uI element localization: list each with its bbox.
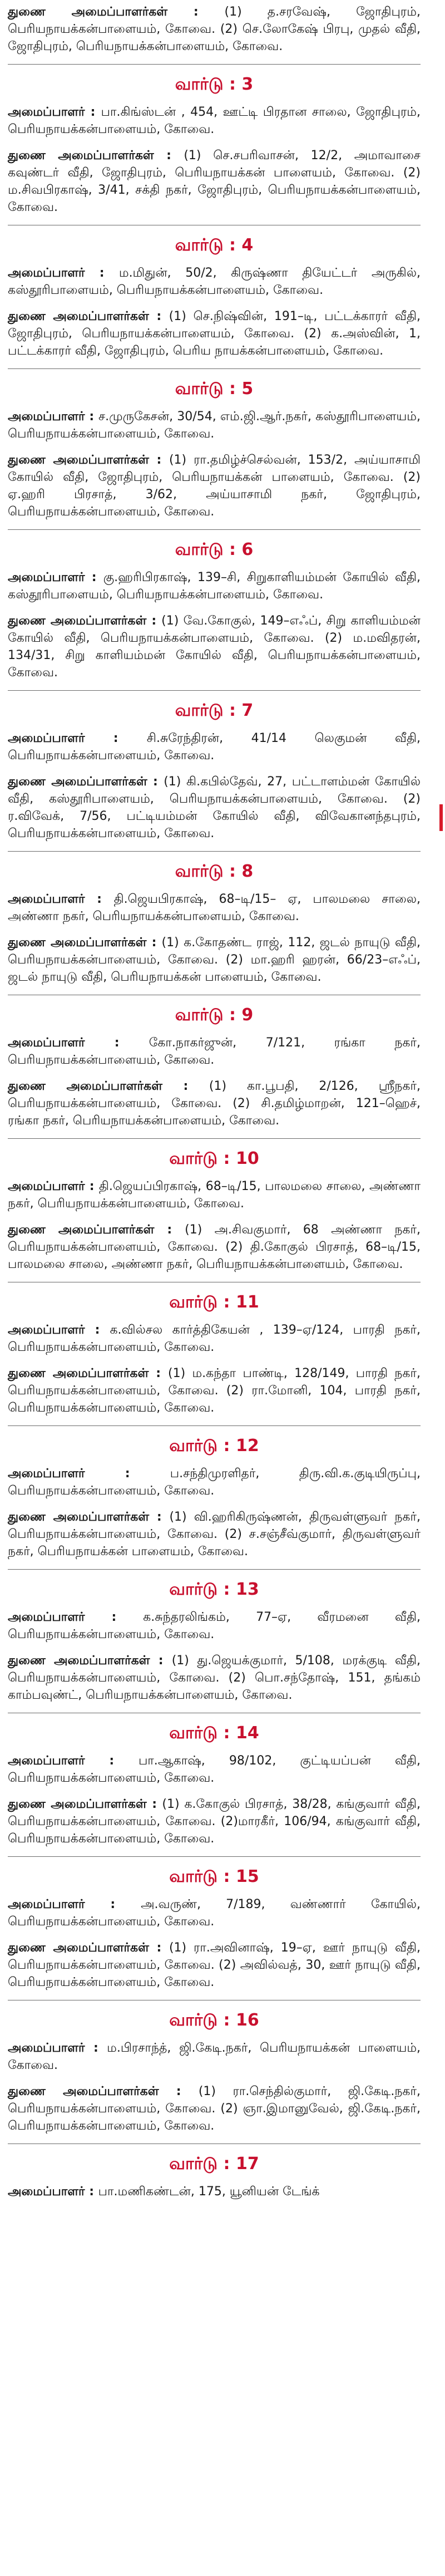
office-bearer-entry — [8, 1465, 421, 1500]
ward-entries — [8, 569, 421, 681]
member-details: கோ.நாகர்ஜுன், 7/121, ரங்கா நகர், பெரியநாயக்கன்பாளையம், கோவை. — [8, 1036, 421, 1067]
member-details: பா.ஆகாஷ், 98/102, குட்டியப்பன் வீதி, பெரியநாயக்கன்பாளையம், கோவை. — [8, 1754, 421, 1785]
ward-heading: வார்டு : 16 — [169, 2010, 259, 2030]
member-details: ப.சந்திமுரளிதர், திரு.வி.க.குடியிருப்பு, பெரியநாயக்கன்பாளையம், கோவை. — [8, 1467, 421, 1498]
section-divider — [8, 1425, 421, 1426]
office-bearer-entry — [8, 773, 421, 842]
ward-entries — [8, 264, 421, 360]
office-bearer-entry — [8, 730, 421, 764]
ward-section — [8, 2009, 421, 2149]
role-label: துணை அமைப்பாளர்கள் : — [8, 1079, 209, 1093]
section-divider — [8, 368, 421, 369]
member-details: (1) ரா.தமிழ்ச்செல்வன், 153/2, அய்யாசாமி கோயில் வீதி, ஜோதிபுரம், பெரியநாயக்கன் பாளையம், கோவை. (2) ஏ.ஹரி பிரசாத், 3/62, அய்யாசாமி நகர், ஜோதிபுரம், பெரியநாயக்கன்பாளையம், கோவை. — [8, 453, 421, 519]
role-label: அமைப்பாளர் : — [8, 2041, 107, 2055]
ward-heading: வார்டு : 14 — [169, 1723, 259, 1743]
member-details: ம.மிதுன், 50/2, கிருஷ்ணா தியேட்டர் அருகில், கஸ்தூரிபாளையம், பெரியநாயக்கன்பாளையம், கோவை. — [8, 266, 421, 297]
member-details: கு.ஹரிபிரகாஷ், 139–சி, சிறுகாளியம்மன் கோயில் வீதி, கஸ்தூரிபாளையம், பெரியநாயக்கன்பாளையம், கோவை. — [8, 571, 421, 602]
ward-section — [8, 234, 421, 373]
office-bearer-entry — [8, 408, 421, 443]
office-bearer-entry — [8, 264, 421, 299]
ward-entries — [8, 1896, 421, 1991]
office-bearer-entry — [8, 1221, 421, 1273]
role-label: துணை அமைப்பாளர்கள் : — [8, 309, 169, 323]
office-bearer-entry — [8, 3, 421, 55]
office-bearer-entry — [8, 934, 421, 986]
ward-heading: வார்டு : 4 — [175, 235, 254, 255]
role-label: துணை அமைப்பாளர்கள் : — [8, 149, 184, 163]
office-bearer-entry — [8, 2083, 421, 2135]
ward-section — [8, 73, 421, 230]
section-divider — [8, 690, 421, 691]
member-details: (1) செ.சபரிவாசன், 12/2, அமாவாசை கவுண்டர் வீதி, ஜோதிபுரம், பெரியநாயக்கன் பாளையம், கோவை. (2) ம.சிவபிரகாஷ், 3/41, சக்தி நகர், ஜோதிபுரம், பெரியநாயக்கன்பாளையம், கோவை. — [8, 149, 421, 214]
member-details: தி.ஜெயபிரகாஷ், 68–டி/15– ஏ, பாலமலை சாலை, அண்ணா நகர், பெரியநாயக்கன்பாளையம், கோவை. — [8, 892, 421, 923]
ward-entries — [8, 891, 421, 986]
ward-entries — [8, 104, 421, 216]
role-label: துணை அமைப்பாளர்கள் : — [8, 2085, 199, 2098]
office-bearer-entry — [8, 1078, 421, 1129]
role-label: துணை அமைப்பாளர்கள் : — [8, 453, 169, 467]
ward-entries — [8, 1465, 421, 1560]
role-label: அமைப்பாளர் : — [8, 410, 98, 424]
role-label: துணை அமைப்பாளர்கள் : — [8, 614, 162, 628]
ward-heading: வார்டு : 5 — [175, 379, 254, 399]
member-details: சி.சுரேந்திரன், 41/14 லெகுமன் வீதி, பெரியநாயக்கன்பாளையம், கோவை. — [8, 731, 421, 763]
role-label: துணை அமைப்பாளர்கள் : — [8, 1797, 162, 1811]
ward-heading: வார்டு : 17 — [169, 2154, 259, 2174]
office-bearer-entry — [8, 104, 421, 138]
ward-heading: வார்டு : 15 — [169, 1867, 259, 1886]
ward-heading: வார்டு : 8 — [175, 862, 254, 881]
role-label: அமைப்பாளர் : — [8, 1897, 141, 1911]
member-details: பா.மணிகண்டன், 175, யூனியன் டேங்க் — [98, 2185, 320, 2199]
office-bearer-entry — [8, 1939, 421, 1991]
ward-entries — [8, 2039, 421, 2135]
ward-section — [8, 1291, 421, 1430]
member-details: (1) வி.ஹரிகிருஷ்ணன், திருவள்ளுவர் நகர், பெரியநாயக்கன்பாளையம், கோவை. (2) ச.சஞ்சீவ்குமார், திருவள்ளுவர் நகர், பெரியநாயக்கன் பாளையம், கோவை. — [8, 1510, 421, 1559]
ward-section — [8, 539, 421, 695]
member-details: (1) க.கோதண்ட ராஜ், 112, ஜடல் நாயுடு வீதி, பெரியநாயக்கன்பாளையம், கோவை. (2) மா.ஹரி ஹரன், 66/23–எஃப், ஜடல் நாயுடு வீதி, பெரியநாயக்கன் பாளையம், கோவை. — [8, 936, 421, 984]
member-details: (1) து.ஜெயக்குமார், 5/108, மரக்குடி வீதி, பெரியநாயக்கன்பாளையம், கோவை. (2) பொ.சந்தோஷ், 151, தங்கம் காம்பவுண்ட், பெரியநாயக்கன்பாளையம், கோவை. — [8, 1654, 421, 1702]
role-label: அமைப்பாளர் : — [8, 1754, 139, 1768]
ward-entries — [8, 3, 421, 55]
member-details: பா.கிங்ஸ்டன் , 454, ஊட்டி பிரதான சாலை, ஜோதிபுரம், பெரியநாயக்கன்பாளையம், கோவை. — [8, 105, 421, 136]
role-label: துணை அமைப்பாளர்கள் : — [8, 1510, 170, 1524]
section-divider — [8, 64, 421, 65]
office-bearer-entry — [8, 1796, 421, 1847]
ward-section — [8, 3, 421, 69]
office-bearer-entry — [8, 1034, 421, 1069]
page-edge-marker — [439, 804, 443, 831]
ward-heading: வார்டு : 6 — [175, 540, 254, 559]
ward-section — [8, 700, 421, 856]
role-label: அமைப்பாளர் : — [8, 1323, 110, 1337]
role-label: அமைப்பாளர் : — [8, 2185, 98, 2199]
office-bearer-entry — [8, 1365, 421, 1417]
member-details: (1) வே.கோகுல், 149–எஃப், சிறு காளியம்மன் கோயில் வீதி, பெரியநாயக்கன்பாளையம், கோவை. (2) ம.மவிதரன், 134/31, சிறு காளியம்மன் கோயில் வீதி, பெரியநாயக்கன்பாளையம், கோவை. — [8, 614, 421, 680]
ward-heading: வார்டு : 7 — [175, 701, 254, 720]
member-details: (1) ரா.செந்தில்குமார், ஜி.கேடி.நகர், பெரியநாயக்கன்பாளையம், கோவை. (2) ஞா.இமானுவேல், ஜி.கேடி.நகர், பெரியநாயக்கன்பாளையம், கோவை. — [8, 2085, 421, 2133]
role-label: துணை அமைப்பாளர்கள் : — [8, 775, 164, 789]
member-details: க.வில்சல கார்த்திகேயன் , 139–ஏ/124, பாரதி நகர், பெரியநாயக்கன்பாளையம், கோவை. — [8, 1323, 421, 1354]
office-bearer-entry — [8, 1508, 421, 1560]
role-label: துணை அமைப்பாளர்கள் : — [8, 936, 162, 950]
ward-section — [8, 1579, 421, 1718]
office-bearer-entry — [8, 1321, 421, 1356]
section-divider — [8, 529, 421, 530]
ward-heading: வார்டு : 12 — [169, 1436, 259, 1456]
role-label: அமைப்பாளர் : — [8, 1610, 144, 1624]
role-label: துணை அமைப்பாளர்கள் : — [8, 1223, 185, 1237]
office-bearer-entry — [8, 1652, 421, 1704]
member-details: (1) செ.நிஷ்வின், 191–டி, பட்டக்காரர் வீதி, ஜோதிபுரம், பெரியநாயக்கன்பாளையம், கோவை. (2) க.அஸ்வின், 1, பட்டக்காரர் வீதி, ஜோதிபுரம், பெரிய நாயக்கன்பாளையம், கோவை. — [8, 309, 421, 358]
ward-entries — [8, 1609, 421, 1704]
member-details: (1) கி.கபில்தேவ், 27, பட்டாளம்மன் கோயில் வீதி, கஸ்தூரிபாளையம், பெரியநாயக்கன்பாளையம், கோவை. (2) ர.விவேக், 7/56, பட்டியம்மன் கோயில் வீதி, விவேகானந்தபுரம், பெரியநாயக்கன்பாளையம், கோவை. — [8, 775, 421, 840]
office-bearer-entry — [8, 891, 421, 925]
ward-entries — [8, 1752, 421, 1847]
ward-heading: வார்டு : 10 — [169, 1149, 259, 1168]
role-label: அமைப்பாளர் : — [8, 731, 147, 745]
ward-section — [8, 2153, 421, 2211]
ward-section — [8, 1722, 421, 1861]
ward-entries — [8, 1034, 421, 1129]
ward-section — [8, 1866, 421, 2005]
role-label: அமைப்பாளர் : — [8, 266, 119, 280]
role-label: துணை அமைப்பாளர்கள் : — [8, 1654, 172, 1668]
section-divider — [8, 1138, 421, 1139]
office-bearer-entry — [8, 308, 421, 360]
ward-entries — [8, 2183, 421, 2200]
office-bearer-entry — [8, 1896, 421, 1930]
section-divider — [8, 1569, 421, 1570]
ward-section — [8, 378, 421, 534]
ward-entries — [8, 1321, 421, 1417]
ward-heading: வார்டு : 13 — [169, 1580, 259, 1599]
ward-section — [8, 861, 421, 1000]
role-label: அமைப்பாளர் : — [8, 1179, 99, 1193]
role-label: அமைப்பாளர் : — [8, 1036, 149, 1050]
role-label: அமைப்பாளர் : — [8, 892, 114, 906]
ward-section — [8, 1148, 421, 1287]
role-label: அமைப்பாளர் : — [8, 571, 103, 584]
office-bearer-entry — [8, 451, 421, 520]
member-details: (1) கா.பூபதி, 2/126, ஸ்ரீநகர், பெரியநாயக்கன்பாளையம், கோவை. (2) சி.தமிழ்மாறன், 121–ஹெச், ரங்கா நகர், பெரியநாயக்கன்பாளையம், கோவை. — [8, 1079, 421, 1128]
ward-entries — [8, 1178, 421, 1273]
member-details: ச.முருகேசன், 30/54, எம்.ஜி.ஆர்.நகர், கஸ்தூரிபாளையம், பெரியநாயக்கன்பாளையம், கோவை. — [8, 410, 421, 441]
ward-section — [8, 1004, 421, 1143]
office-bearer-entry — [8, 147, 421, 216]
role-label: அமைப்பாளர் : — [8, 1467, 170, 1481]
member-details: (1) அ.சிவகுமார், 68 அண்ணா நகர், பெரியநாயக்கன்பாளையம், கோவை. (2) தி.கோகுல் பிரசாத், 68–டி/15, பாலமலை சாலை, அண்ணா நகர், பெரியநாயக்கன்பாளையம், கோவை. — [8, 1223, 421, 1271]
office-bearer-entry — [8, 569, 421, 603]
member-details: (1) த.சரவேஷ், ஜோதிபுரம், பெரியநாயக்கன்பாளையம், கோவை. (2) செ.லோகேஷ் பிரபு, முதல் வீதி, ஜோதிபுரம், பெரியநாயக்கன்பாளையம், கோவை. — [8, 5, 421, 53]
office-bearer-entry — [8, 2183, 421, 2200]
member-details: (1) ம.கந்தா பாண்டி, 128/149, பாரதி நகர், பெரியநாயக்கன்பாளையம், கோவை. (2) ரா.மோனி, 104, பாரதி நகர், பெரியநாயக்கன்பாளையம், கோவை. — [8, 1366, 421, 1415]
role-label: அமைப்பாளர் : — [8, 105, 101, 119]
role-label: துணை அமைப்பாளர்கள் : — [8, 1366, 169, 1380]
section-divider — [8, 1856, 421, 1857]
member-details: அ.வருண், 7/189, வண்ணார் கோயில், பெரியநாயக்கன்பாளையம், கோவை. — [8, 1897, 421, 1929]
role-label: துணை அமைப்பாளர்கள் : — [8, 1941, 169, 1955]
ward-entries — [8, 408, 421, 520]
ward-heading: வார்டு : 9 — [175, 1005, 254, 1025]
member-details: (1) க.கோகுல் பிரசாத், 38/28, கங்குவார் வீதி, பெரியநாயக்கன்பாளையம், கோவை. (2)மாரகீர், 106/94, கங்குவார் வீதி, பெரியநாயக்கன்பாளையம், கோவை. — [8, 1797, 421, 1846]
ward-heading: வார்டு : 11 — [169, 1292, 259, 1312]
ward-section — [8, 1435, 421, 1574]
member-details: (1) ரா.அவினாஷ், 19–ஏ, ஊர் நாயுடு வீதி, பெரியநாயக்கன்பாளையம், கோவை. (2) அவில்வத், 30, ஊர் நாயுடு வீதி, பெரியநாயக்கன்பாளையம், கோவை. — [8, 1941, 421, 1989]
office-bearer-entry — [8, 1178, 421, 1212]
member-details: க.சுந்தரலிங்கம், 77–ஏ, வீரமனை வீதி, பெரியநாயக்கன்பாளையம், கோவை. — [8, 1610, 421, 1641]
section-divider — [8, 851, 421, 852]
ward-heading: வார்டு : 3 — [175, 75, 254, 94]
office-bearer-entry — [8, 1752, 421, 1787]
office-bearer-entry — [8, 2039, 421, 2074]
member-details: ம.பிரசாந்த், ஜி.கேடி.நகர், பெரியநாயக்கன் பாளையம், கோவை. — [8, 2041, 421, 2072]
office-bearer-entry — [8, 612, 421, 681]
office-bearer-entry — [8, 1609, 421, 1643]
member-details: தி.ஜெயப்பிரகாஷ், 68–டி/15, பாலமலை சாலை, அண்ணா நகர், பெரியநாயக்கன்பாளையம், கோவை. — [8, 1179, 421, 1211]
ward-entries — [8, 730, 421, 842]
role-label: துணை அமைப்பாளர்கள் : — [8, 5, 225, 19]
